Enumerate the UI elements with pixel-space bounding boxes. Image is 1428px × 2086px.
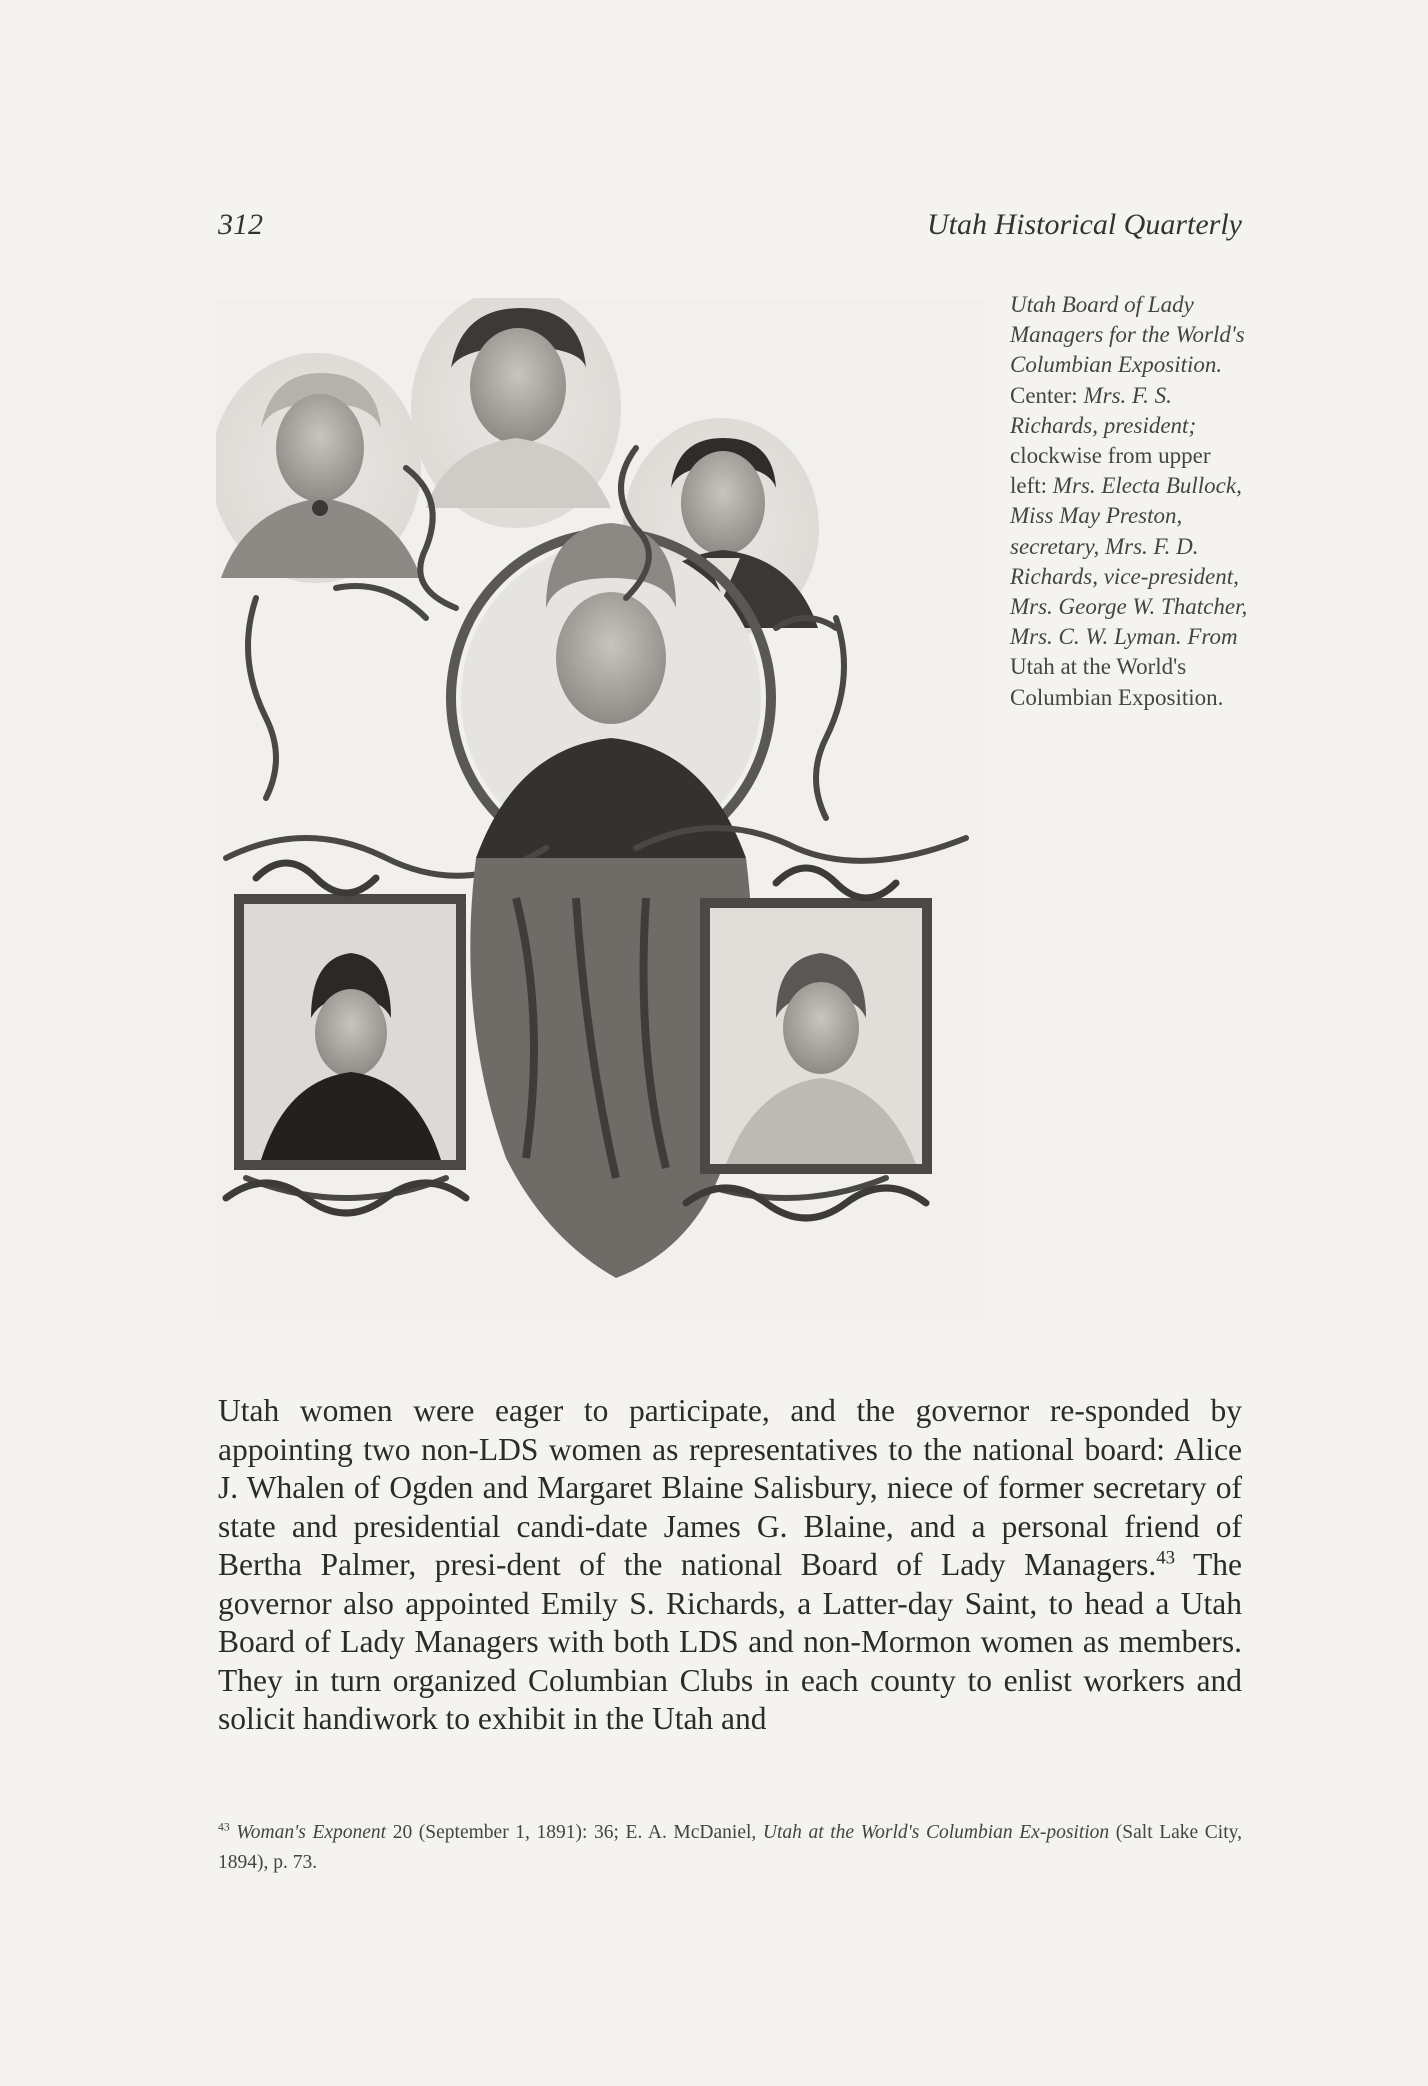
portrait-upper-left xyxy=(216,353,421,583)
page-number: 312 xyxy=(218,208,263,241)
body-text xyxy=(218,1392,1242,1739)
footnote xyxy=(218,1818,1242,1878)
journal-title: Utah Historical Quarterly xyxy=(927,208,1242,241)
portrait-lower-left xyxy=(234,894,466,1170)
footnote-source-1: Woman's Exponent xyxy=(236,1822,387,1843)
caption-title: Utah Board of Lady Managers for the World's Columbian Exposition. xyxy=(1010,292,1245,378)
body-text-part-1: Utah women were eager to participate, and the governor re-sponded by appointing two non-LDS women as representatives to the national board: Alice J. Whalen of Ogden and Margaret Blaine Salisbury, niece of former secretary of state and presidential candi-date James G. Blaine, and a personal friend of Bertha Palmer, presi-dent of the national Board of Lady Managers. xyxy=(218,1393,1242,1582)
caption-center-name: Mrs. F. S. Richards, president; xyxy=(1010,382,1197,438)
footnote-source-2: Utah at the World's Columbian Ex-position xyxy=(762,1822,1110,1843)
footnote-reference: 43 xyxy=(1156,1547,1176,1569)
portrait-collage-illustration xyxy=(216,298,984,1320)
caption-source: Utah at the World's Columbian Exposition. xyxy=(1010,654,1224,710)
caption-clockwise-label: clockwise from upper left: xyxy=(1010,443,1211,499)
caption-names: Mrs. Electa Bullock, Miss May Preston, secretary, Mrs. F. D. Richards, vice-president, Mrs. George W. Thatcher, Mrs. C. W. Lyman. From xyxy=(1010,473,1248,650)
footnote-detail-2: (Salt Lake City, 1894), p. 73. xyxy=(218,1822,1242,1873)
figure-caption xyxy=(1010,290,1250,713)
portrait-lower-right xyxy=(700,898,932,1174)
portrait-plate xyxy=(216,298,984,1320)
body-paragraph xyxy=(218,1392,1242,1739)
caption-center-label: Center: xyxy=(1010,382,1084,408)
portrait-center xyxy=(451,523,771,863)
footnote-detail-1: 20 (September 1, 1891): 36; E. A. McDaniel, xyxy=(386,1822,763,1843)
portrait-top xyxy=(411,298,621,528)
footnote-number: 43 xyxy=(218,1820,230,1834)
body-text-part-2: The governor also appointed Emily S. Richards, a Latter-day Saint, to head a Utah Board of Lady Managers with both LDS and non-Mormon women as members. They in turn organized Columbian Clubs in each county to enlist workers and solicit handiwork to exhibit in the Utah and xyxy=(218,1547,1243,1736)
running-head xyxy=(218,208,1242,248)
